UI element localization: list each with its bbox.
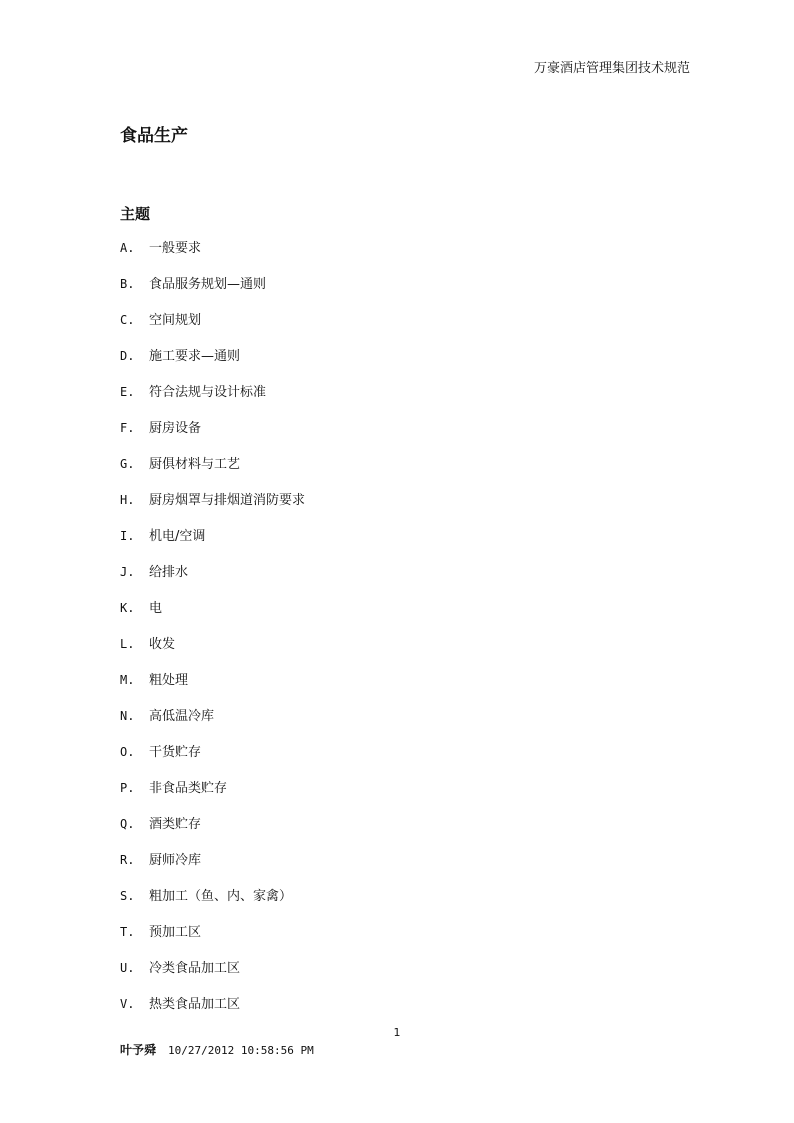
topic-letter: G. [120,457,135,471]
topic-item [120,779,620,815]
topic-label: 酒类贮存 [149,817,202,832]
page-title: 食品生产 [120,126,188,146]
header-org-spec: 万豪酒店管理集团技术规范 [533,61,690,76]
footer [120,1041,314,1058]
topic-label: 食品服务规划—通则 [149,277,267,292]
topic-label: 热类食品加工区 [149,997,241,1012]
topic-item [120,599,620,635]
topic-label: 机电/空调 [149,529,206,544]
topic-letter: Q. [120,817,135,831]
topic-label: 厨师冷库 [149,853,202,868]
topic-letter: R. [120,853,135,867]
topic-label: 粗加工（鱼、内、家禽） [149,889,293,904]
topic-label: 符合法规与设计标准 [149,385,267,400]
topic-item [120,887,620,923]
topic-label: 粗处理 [149,673,189,688]
topic-item [120,707,620,743]
topic-letter: V. [120,997,135,1011]
topic-letter: S. [120,889,135,903]
topic-letter: I. [120,529,135,543]
topic-letter: A. [120,241,135,255]
topic-letter: B. [120,277,135,291]
topic-label: 一般要求 [149,241,202,256]
topic-item [120,311,620,347]
topic-label: 电 [149,601,163,616]
topic-letter: J. [120,565,135,579]
topic-label: 厨俱材料与工艺 [149,457,241,472]
topic-item [120,419,620,455]
topic-label: 施工要求—通则 [149,349,241,364]
topic-item [120,743,620,779]
topic-label: 厨房设备 [149,421,202,436]
topic-letter: F. [120,421,135,435]
topic-item [120,239,620,275]
topic-label: 干货贮存 [149,745,202,760]
topic-letter: D. [120,349,135,363]
topic-item [120,455,620,491]
topic-item [120,815,620,851]
topic-item [120,671,620,707]
topic-label: 厨房烟罩与排烟道消防要求 [149,493,306,508]
topic-item [120,851,620,887]
topic-letter: E. [120,385,135,399]
topic-item [120,995,620,1031]
topics-heading: 主题 [120,205,151,223]
topic-item [120,959,620,995]
topic-item [120,527,620,563]
topic-label: 空间规划 [149,313,202,328]
topic-letter: H. [120,493,135,507]
topic-label: 冷类食品加工区 [149,961,241,976]
topic-label: 收发 [149,637,176,652]
topic-letter: N. [120,709,135,723]
topic-letter: O. [120,745,135,759]
topic-list [120,239,620,1031]
topic-item [120,275,620,311]
topic-label: 预加工区 [149,925,202,940]
topic-item [120,635,620,671]
topic-letter: T. [120,925,135,939]
topic-item [120,923,620,959]
topic-item [120,347,620,383]
footer-timestamp: 10/27/2012 10:58:56 PM [168,1044,314,1057]
topic-letter: M. [120,673,135,687]
topic-label: 高低温冷库 [149,709,215,724]
topic-label: 给排水 [149,565,189,580]
topic-letter: L. [120,637,135,651]
topic-label: 非食品类贮存 [149,781,228,796]
topic-letter: K. [120,601,135,615]
topic-letter: U. [120,961,135,975]
topic-item [120,563,620,599]
topic-item [120,491,620,527]
topic-item [120,383,620,419]
topic-letter: C. [120,313,135,327]
topic-letter: P. [120,781,135,795]
footer-author: 叶予舜 [120,1043,157,1057]
page-number: 1 [393,1026,401,1039]
